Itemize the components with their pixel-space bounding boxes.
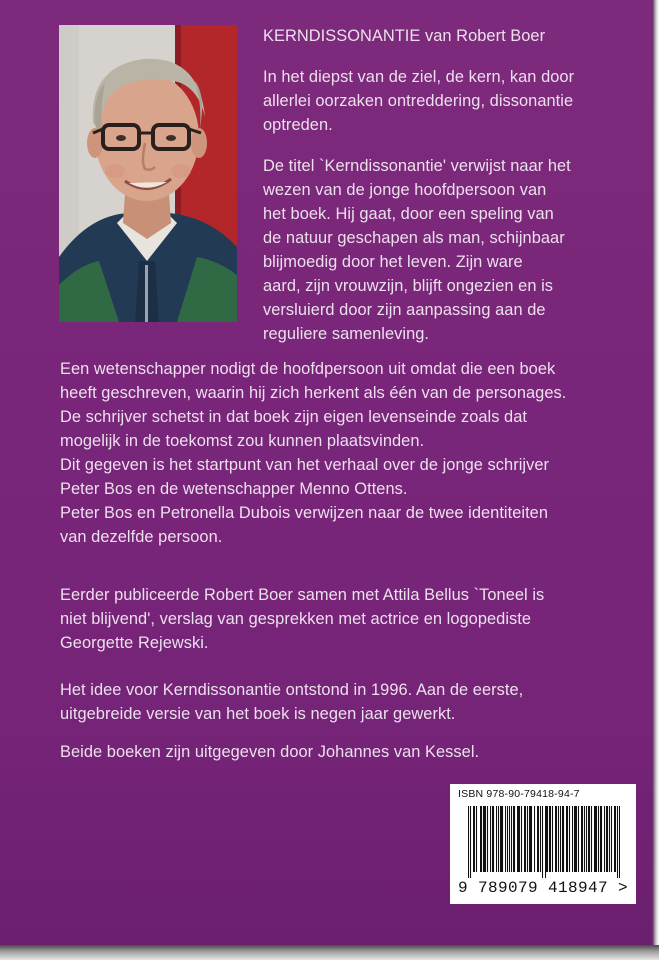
barcode-bar <box>547 806 548 872</box>
barcode-bar <box>470 806 471 878</box>
barcode-bar <box>562 806 563 872</box>
barcode-bar <box>572 806 573 872</box>
barcode-bar <box>545 806 546 878</box>
text-line: Eerder publiceerde Robert Boer samen met Attila Bellus `Toneel is <box>60 586 545 604</box>
barcode-bar <box>596 806 597 872</box>
barcode-bar <box>496 806 497 872</box>
barcode-bar <box>614 806 615 872</box>
barcode-bar <box>552 806 553 872</box>
barcode-bar <box>611 806 612 872</box>
barcode-bar <box>483 806 484 872</box>
barcode-bar <box>480 806 481 872</box>
text-line: optreden. <box>263 116 333 134</box>
barcode-bar <box>609 806 610 872</box>
barcode-bar <box>531 806 532 872</box>
text-line: allerlei oorzaken ontreddering, dissonantie <box>263 92 574 110</box>
barcode-bar <box>502 806 503 872</box>
page-edge-shadow <box>652 0 659 960</box>
text-line: Georgette Rejewski. <box>60 634 209 652</box>
barcode-bar <box>586 806 587 872</box>
barcode-bar <box>566 806 567 872</box>
text-line: niet blijvend', verslag van gesprekken met actrice en logopediste <box>60 610 532 628</box>
barcode-bar <box>538 806 539 872</box>
barcode-bar <box>594 806 595 872</box>
barcode-bar <box>595 806 596 872</box>
barcode-bar <box>550 806 551 872</box>
text-line: versluierd door zijn aanpassing aan de <box>263 301 546 319</box>
barcode-bar <box>556 806 557 872</box>
barcode-bar <box>517 806 518 872</box>
story-paragraph <box>60 357 566 549</box>
text-line: Peter Bos en Petronella Dubois verwijzen naar de twee identiteiten <box>60 504 549 522</box>
barcode-bar <box>490 806 491 872</box>
text-line: In het diepst van de ziel, de kern, kan door <box>263 68 575 86</box>
description-paragraph <box>263 154 571 346</box>
barcode-bar <box>581 806 582 872</box>
barcode-bar <box>606 806 607 872</box>
barcode-bar <box>476 806 477 872</box>
barcode-bar <box>534 806 535 872</box>
author-photo <box>59 25 237 322</box>
barcode-bar <box>484 806 485 872</box>
barcode-bar <box>514 806 515 872</box>
barcode-bar <box>569 806 570 872</box>
text-line: aard, zijn vrouwzijn, blijft ongezien en is <box>263 277 554 295</box>
barcode-bar <box>487 806 488 872</box>
text-line: De schrijver schetst in dat boek zijn eigen levenseinde zoals dat <box>60 408 527 426</box>
origin-paragraph <box>60 678 523 726</box>
barcode-bar <box>582 806 583 872</box>
barcode-bar <box>524 806 525 872</box>
barcode-bar <box>558 806 559 872</box>
text-line: heeft geschreven, waarin hij zich herkent als één van de personages. <box>60 384 567 402</box>
barcode-bar <box>567 806 568 872</box>
barcode-bar <box>473 806 474 872</box>
barcode-bar <box>607 806 608 872</box>
barcode-bar <box>481 806 482 872</box>
page-bottom-shadow <box>0 945 659 960</box>
barcode-bar <box>574 806 575 872</box>
text-line: Beide boeken zijn uitgegeven door Johannes van Kessel. <box>60 743 480 761</box>
barcode-bar <box>588 806 589 872</box>
barcode-bar <box>505 806 506 872</box>
text-line: De titel `Kerndissonantie' verwijst naar het <box>263 157 571 175</box>
barcode-bar <box>576 806 577 872</box>
barcode-bar <box>600 806 601 872</box>
barcode-bar <box>530 806 531 872</box>
text-line: het boek. Hij gaat, door een speling van <box>263 205 554 223</box>
barcode-bar <box>589 806 590 872</box>
barcode-bar <box>617 806 618 878</box>
barcode-bar <box>601 806 602 872</box>
barcode-bar <box>525 806 526 872</box>
book-title-line: KERNDISSONANTIE van Robert Boer <box>263 27 546 45</box>
barcode-bar <box>501 806 502 872</box>
barcode-bar <box>492 806 493 872</box>
earlier-publication-paragraph <box>60 583 544 655</box>
barcode-bar <box>546 806 547 872</box>
text-line: uitgebreide versie van het boek is negen jaar gewerkt. <box>60 705 456 723</box>
barcode-bar <box>498 806 499 872</box>
barcode-bar <box>537 806 538 872</box>
intro-paragraph <box>263 65 574 137</box>
barcode-bar <box>555 806 556 872</box>
isbn-barcode <box>450 784 636 904</box>
text-line: Het idee voor Kerndissonantie ontstond in 1996. Aan de eerste, <box>60 681 524 699</box>
text-line: Peter Bos en de wetenschapper Menno Ottens. <box>60 480 408 498</box>
barcode-bar <box>598 806 599 872</box>
barcode-bar <box>619 806 620 878</box>
barcode-bar <box>521 806 522 872</box>
text-line: van dezelfde persoon. <box>60 528 223 546</box>
barcode-bar <box>507 806 508 872</box>
barcode-bar <box>604 806 605 872</box>
barcode-bar <box>493 806 494 872</box>
barcode-bar <box>560 806 561 872</box>
barcode-bar <box>474 806 475 872</box>
text-line: wezen van de jonge hoofdpersoon van <box>263 181 547 199</box>
text-line: de natuur geschapen als man, schijnbaar <box>263 229 565 247</box>
text-line: mogelijk in de toekomst zou kunnen plaatsvinden. <box>60 432 425 450</box>
barcode-bar <box>519 806 520 872</box>
barcode-digits: 9 789079 418947 > <box>458 879 629 897</box>
barcode-bar <box>529 806 530 872</box>
text-line: blijmoedig door het leven. Zijn ware <box>263 253 523 271</box>
isbn-label: ISBN 978-90-79418-94-7 <box>458 788 580 800</box>
barcode-bar <box>518 806 519 872</box>
text-line: Dit gegeven is het startpunt van het verhaal over de jonge schrijver <box>60 456 550 474</box>
barcode-bar <box>575 806 576 872</box>
publisher-paragraph <box>60 740 479 764</box>
barcode-bar <box>584 806 585 872</box>
barcode-bar <box>485 806 486 872</box>
barcode-bar <box>549 806 550 872</box>
barcode-bar <box>513 806 514 872</box>
barcode-bar <box>511 806 512 872</box>
barcode-bar <box>509 806 510 872</box>
author-portrait-icon <box>59 25 237 322</box>
barcode-bar <box>542 806 543 878</box>
barcode-bar <box>615 806 616 872</box>
barcode-bar <box>563 806 564 872</box>
barcode-bar <box>527 806 528 872</box>
barcode-bar <box>578 806 579 872</box>
barcode-bar <box>468 806 469 878</box>
barcode-bar <box>500 806 501 872</box>
text-line: Een wetenschapper nodigt de hoofdpersoon uit omdat die een boek <box>60 360 556 378</box>
barcode-bar <box>540 806 541 872</box>
barcode-bars-icon <box>468 806 620 878</box>
barcode-bar <box>591 806 592 872</box>
text-line: reguliere samenleving. <box>263 325 430 343</box>
